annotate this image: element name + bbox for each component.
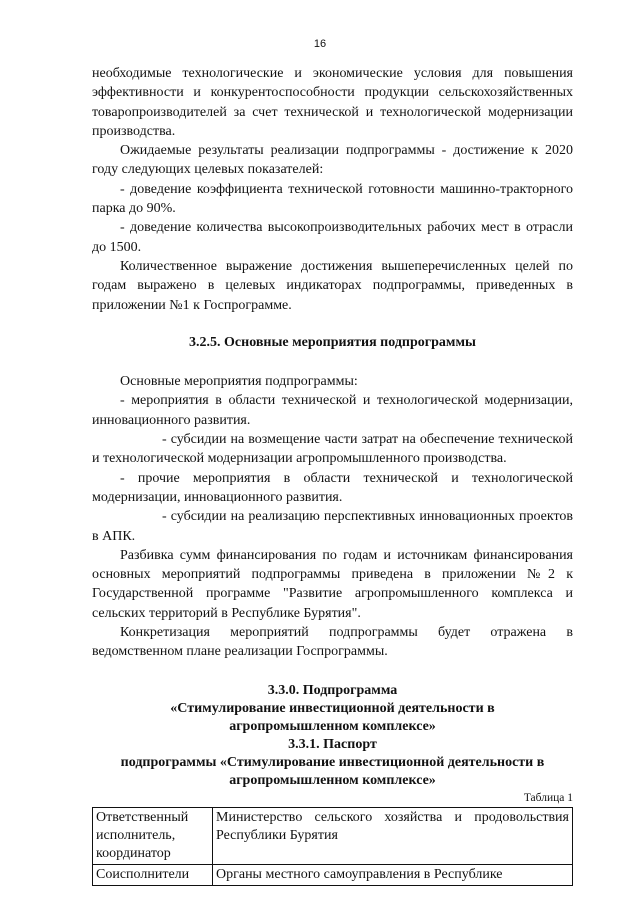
subprogram-heading-line: «Стимулирование инвестиционной деятельности в xyxy=(170,700,495,716)
section-title-325: 3.2.5. Основные мероприятия подпрограммы xyxy=(189,334,476,350)
table-row xyxy=(93,807,573,864)
table-cell-value: Органы местного самоуправления в Республике xyxy=(213,864,573,885)
passport-heading-line: агропромышленном комплексе» xyxy=(229,772,436,788)
table-cell-label: Ответственный исполнитель, координатор xyxy=(93,807,213,864)
paragraph-continuation: необходимые технологические и экономические условия для повышения эффективности и конкурентоспособности продукции сельскохозяйственных товаропроизводителей за счет технической и технологической модернизации производства. xyxy=(92,66,573,139)
paragraph-quantitative-expression: Количественное выражение достижения вышеперечисленных целей по годам выражено в целевых индикаторах подпрограммы, приведенных в приложении №1 к Госпрограмме. xyxy=(92,258,573,313)
passport-table xyxy=(92,807,573,886)
paragraph-other-measures: - прочие мероприятия в области технической и технологической модернизации, инновационного развития. xyxy=(92,470,573,505)
paragraph-concretization: Конкретизация мероприятий подпрограммы будет отражена в ведомственном плане реализации Госпрограммы. xyxy=(92,625,573,660)
table-cell-label: Соисполнители xyxy=(93,864,213,885)
table-row xyxy=(93,864,573,885)
paragraph-target-tractor-park: - доведение коэффициента технической готовности машинно-тракторного парка до 90%. xyxy=(92,181,573,217)
passport-heading-line: 3.3.1. Паспорт xyxy=(288,736,377,752)
paragraph-expected-results: Ожидаемые результаты реализации подпрограммы - достижение к 2020 году следующих целевых показателей: xyxy=(92,143,573,178)
subprogram-heading-line: 3.3.0. Подпрограмма xyxy=(267,682,398,698)
paragraph-subsidy-innovation: - субсидии на реализацию перспективных инновационных проектов в АПК. xyxy=(92,509,573,544)
document-body xyxy=(92,64,573,886)
page-number: 16 xyxy=(313,38,327,50)
paragraph-main-measures: Основные мероприятия подпрограммы: xyxy=(120,374,358,390)
paragraph-target-workplaces: - доведение количества высокопроизводительных рабочих мест в отрасли до 1500. xyxy=(92,220,573,255)
passport-heading-line: подпрограммы «Стимулирование инвестиционной деятельности в xyxy=(120,754,545,770)
subprogram-heading xyxy=(92,682,573,790)
subprogram-heading-line: агропромышленном комплексе» xyxy=(229,718,436,734)
paragraph-measure-modernization: - мероприятия в области технической и технологической модернизации, инновационного развития. xyxy=(92,393,573,428)
table-cell-value: Министерство сельского хозяйства и продовольствия Республики Бурятия xyxy=(213,807,573,864)
table-caption: Таблица 1 xyxy=(523,791,573,804)
paragraph-financing-breakdown: Разбивка сумм финансирования по годам и источникам финансирования основных мероприятий подпрограммы приведена в приложении №2 к Государственной программе "Развитие агропромышленного комплекса и сельских территорий в Республике Бурятия". xyxy=(92,547,573,621)
paragraph-subsidy-costs: - субсидии на возмещение части затрат на обеспечение технической и технологической модернизации агропромышленного производства. xyxy=(92,432,573,467)
